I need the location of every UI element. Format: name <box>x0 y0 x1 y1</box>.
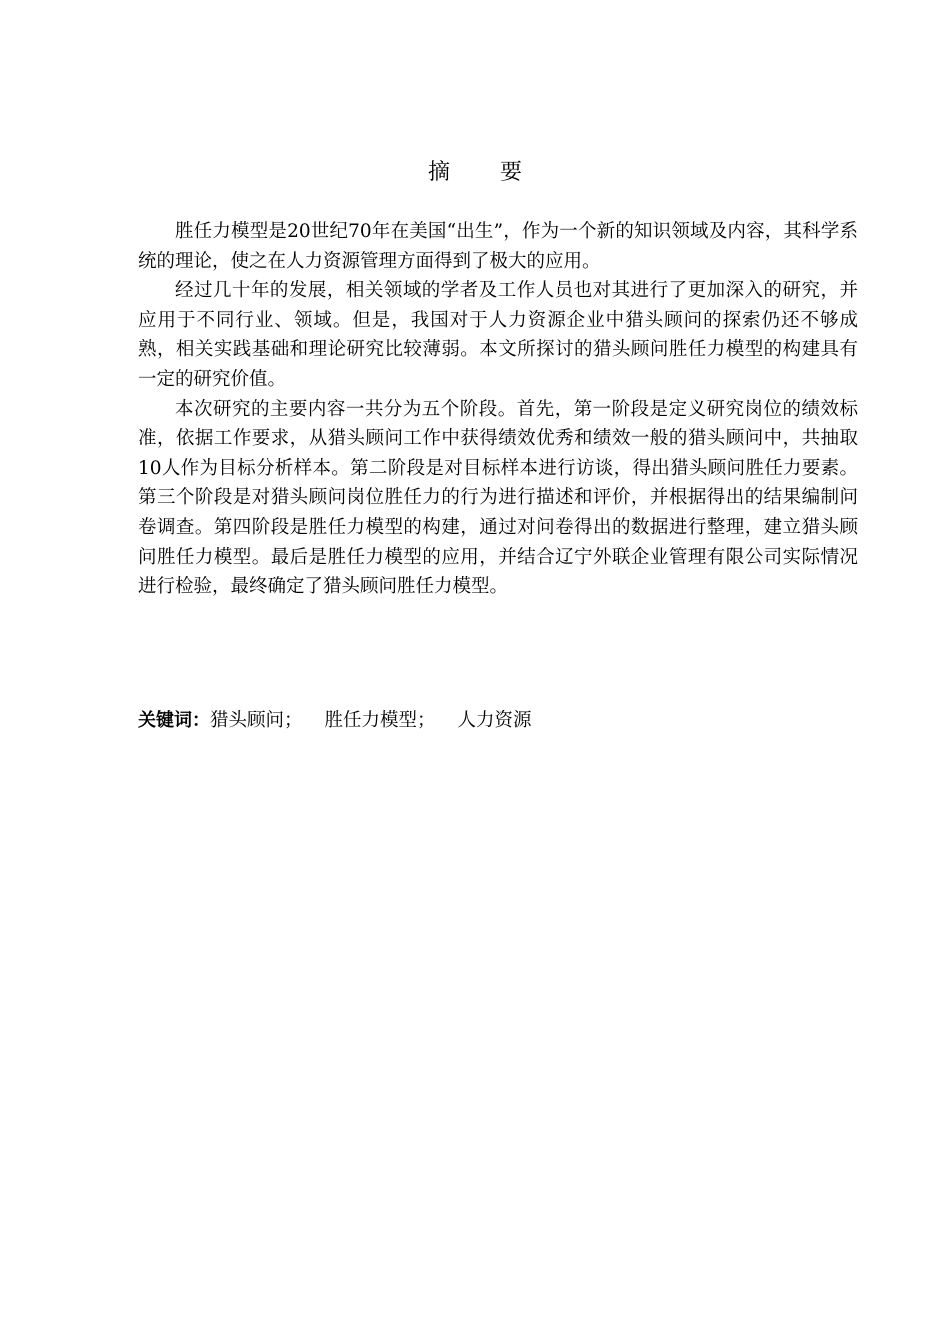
keyword-item: 猎头顾问； <box>210 710 303 731</box>
keyword-item: 人力资源 <box>457 710 532 731</box>
keywords-line <box>138 706 532 735</box>
abstract-body <box>138 217 858 602</box>
keywords-label: 关键词： <box>138 710 210 731</box>
abstract-title <box>0 155 950 186</box>
abstract-title-part2: 要 <box>500 160 523 185</box>
keyword-item: 胜任力模型； <box>324 710 436 731</box>
abstract-title-part1: 摘 <box>427 160 450 185</box>
abstract-paragraph: 经过几十年的发展，相关领域的学者及工作人员也对其进行了更加深入的研究，并应用于不同行业、领域。但是，我国对于人力资源企业中猎头顾问的探索仍还不够成熟，相关实践基础和理论研究比较薄弱。本文所探讨的猎头顾问胜任力模型的构建具有一定的研究价值。 <box>138 280 858 390</box>
abstract-paragraph: 本次研究的主要内容一共分为五个阶段。首先，第一阶段是定义研究岗位的绩效标准，依据工作要求，从猎头顾问工作中获得绩效优秀和绩效一般的猎头顾问中，共抽取10人作为目标分析样本。第二阶段是对目标样本进行访谈，得出猎头顾问胜任力要素。第三个阶段是对猎头顾问岗位胜任力的行为进行描述和评价，并根据得出的结果编制问卷调查。第四阶段是胜任力模型的构建，通过对问卷得出的数据进行整理，建立猎头顾问胜任力模型。最后是胜任力模型的应用，并结合辽宁外联企业管理有限公司实际情况进行检验，最终确定了猎头顾问胜任力模型。 <box>138 398 858 598</box>
abstract-paragraph: 胜任力模型是20世纪70年在美国“出生”，作为一个新的知识领域及内容，其科学系统的理论，使之在人力资源管理方面得到了极大的应用。 <box>138 221 858 272</box>
